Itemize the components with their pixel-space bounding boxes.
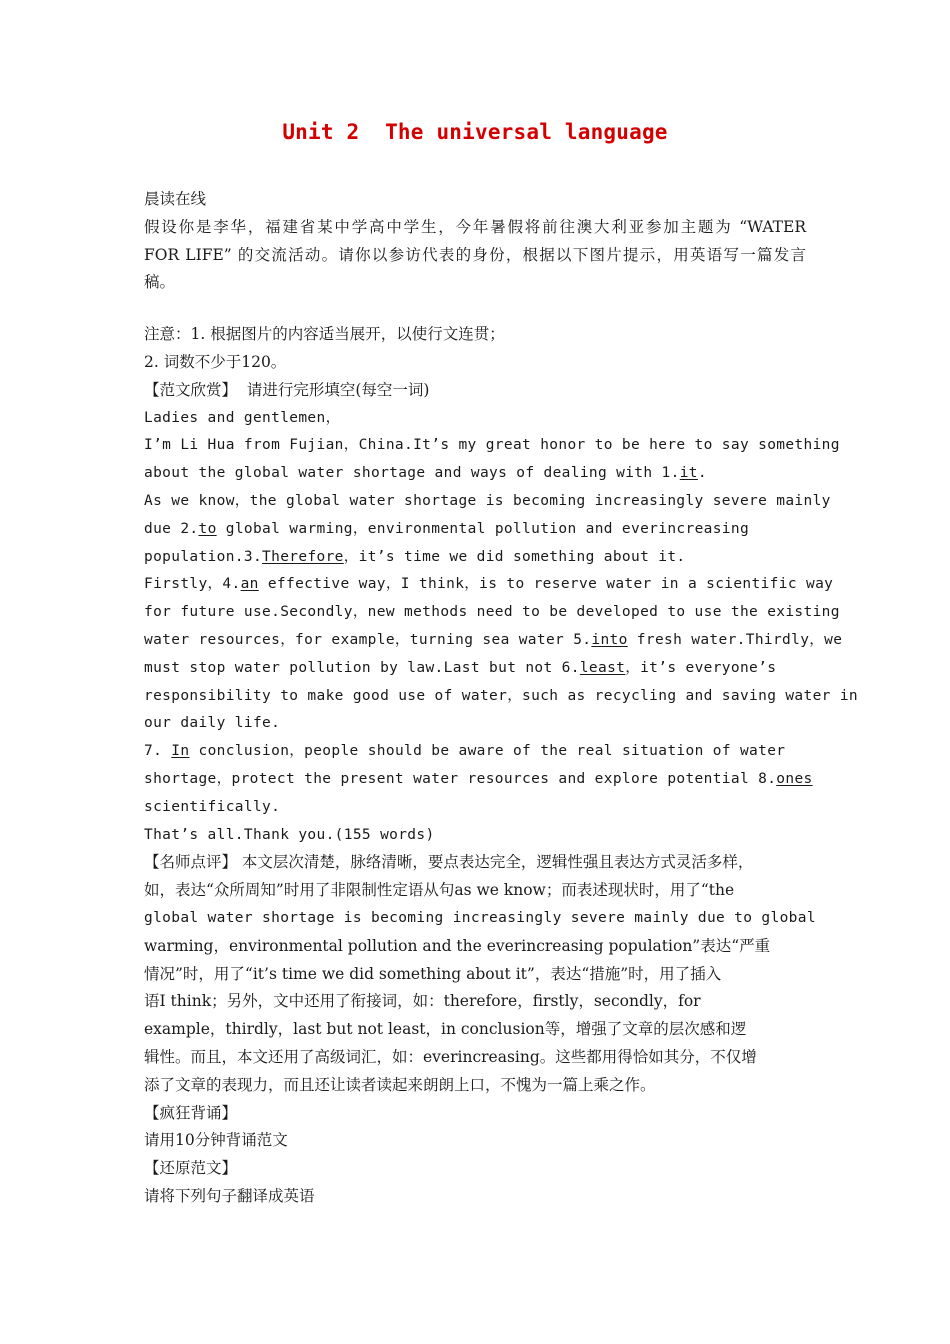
commentary-line: 语I think；另外，文中还用了衔接词，如：therefore，firstly，secondly，for xyxy=(144,992,701,1011)
essay-line: due 2.to global warming，environmental pollution and everincreasing xyxy=(144,520,750,537)
essay-line: water resources，for example，turning sea water 5.into fresh water.Thirdly，we xyxy=(144,631,843,648)
note-line-2: 2. 词数不少于120。 xyxy=(144,352,287,371)
recite-instruction: 请用10分钟背诵范文 xyxy=(144,1131,288,1150)
blank-answer-1: it xyxy=(679,465,698,482)
section-heading-restore: 【还原范文】 xyxy=(144,1159,238,1178)
prompt-line-3: 稿。 xyxy=(144,273,176,292)
blank-answer-8: ones xyxy=(776,770,813,787)
essay-greeting: Ladies and gentlemen， xyxy=(144,409,341,426)
essay-line: 7. In conclusion，people should be aware of the real situation of water xyxy=(144,743,786,760)
document-body xyxy=(144,186,858,1211)
blank-answer-2: to xyxy=(198,520,217,537)
commentary-line: 如，表达“众所周知”时用了非限制性定语从句as we know；而表述现状时，用了“the xyxy=(144,881,735,900)
essay-line: responsibility to make good use of water，such as recycling and saving water in xyxy=(144,687,858,704)
essay-line: I’m Li Hua from Fujian，China.It’s my great honor to be here to say something xyxy=(144,437,840,454)
commentary-line: warming，environmental pollution and the everincreasing population”表达“严重 xyxy=(144,936,771,955)
prompt-line-2: FOR LIFE” 的交流活动。请你以参访代表的身份，根据以下图片提示，用英语写一篇发言 xyxy=(144,245,806,264)
section-heading-morning-reading: 晨读在线 xyxy=(144,190,207,208)
spacer xyxy=(144,297,814,321)
essay-line: must stop water pollution by law.Last but not 6.least，it’s everyone’s xyxy=(144,659,777,676)
prompt-line-1: 假设你是李华，福建省某中学高中学生，今年暑假将前往澳大利亚参加主题为 “WATER xyxy=(144,217,806,236)
commentary-line: example，thirdly，last but not least，in conclusion等，增强了文章的层次感和逻 xyxy=(144,1020,747,1039)
blank-answer-5: into xyxy=(591,631,628,648)
essay-line: As we know，the global water shortage is becoming increasingly severe mainly xyxy=(144,492,831,509)
note-line-1: 注意：1. 根据图片的内容适当展开，以使行文连贯； xyxy=(144,325,505,344)
blank-answer-3: Therefore xyxy=(262,548,344,565)
essay-line: our daily life. xyxy=(144,715,281,732)
restore-instruction: 请将下列句子翻译成英语 xyxy=(144,1186,315,1205)
essay-line: population.3.Therefore，it’s time we did something about it. xyxy=(144,548,686,565)
section-heading-recite: 【疯狂背诵】 xyxy=(144,1103,238,1122)
commentary-line: 【名师点评】 本文层次清楚，脉络清晰，要点表达完全，逻辑性强且表达方式灵活多样， xyxy=(144,853,754,872)
commentary-line: global water shortage is becoming increasingly severe mainly due to global xyxy=(144,909,816,926)
commentary-line: 情况”时，用了“it’s time we did something about it”，表达“措施”时，用了插入 xyxy=(144,964,722,983)
blank-answer-4: an xyxy=(240,576,259,593)
commentary-line: 添了文章的表现力，而且还让读者读起来朗朗上口，不愧为一篇上乘之作。 xyxy=(144,1075,656,1094)
page-title: Unit 2 The universal language xyxy=(282,120,668,144)
essay-line: Firstly，4.an effective way，I think，is to reserve water in a scientific way xyxy=(144,576,834,593)
section-heading-model-essay: 【范文欣赏】 请进行完形填空(每空一词) xyxy=(144,380,430,399)
essay-line: scientifically. xyxy=(144,798,281,815)
commentary-line: 辑性。而且，本文还用了高级词汇，如：everincreasing。这些都用得恰如其分，不仅增 xyxy=(144,1047,757,1066)
blank-answer-6: least xyxy=(579,659,626,676)
essay-line: for future use.Secondly，new methods need to be developed to use the existing xyxy=(144,604,840,621)
essay-line: about the global water shortage and ways of dealing with 1.it. xyxy=(144,465,707,482)
essay-line: shortage，protect the present water resources and explore potential 8.ones xyxy=(144,770,813,787)
blank-answer-7: In xyxy=(171,743,190,760)
essay-closing: That’s all.Thank you.(155 words) xyxy=(144,826,435,843)
